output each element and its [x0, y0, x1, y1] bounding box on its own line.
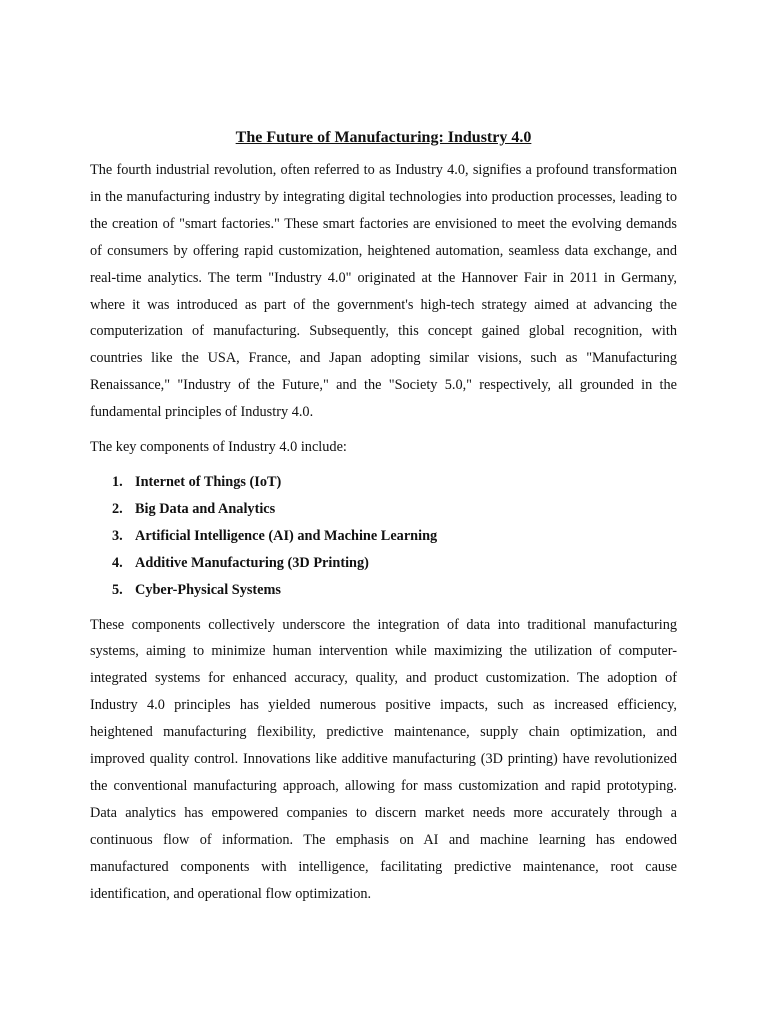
list-item-number: 3.	[112, 527, 123, 544]
components-list	[90, 469, 677, 604]
list-item-number: 1.	[112, 473, 123, 490]
list-item	[90, 523, 677, 550]
list-item-label: Cyber-Physical Systems	[135, 581, 281, 598]
list-item	[90, 469, 677, 496]
document-title: The Future of Manufacturing: Industry 4.0	[235, 129, 532, 146]
list-item-number: 2.	[112, 500, 123, 517]
list-item	[90, 496, 677, 523]
list-item-label: Additive Manufacturing (3D Printing)	[135, 554, 369, 571]
document-page	[90, 127, 677, 907]
summary-paragraph: These components collectively underscore the integration of data into traditional manufacturing systems, aiming to minimize human intervention while maximizing the utilization of computer-integrated systems for enhanced accuracy, quality, and product customization. The adoption of Industry 4.0 principles has yielded numerous positive impacts, such as increased efficiency, heightened manufacturing flexibility, predictive maintenance, supply chain optimization, and improved quality control. Innovations like additive manufacturing (3D printing) have revolutionized the conventional manufacturing approach, allowing for mass customization and rapid prototyping. Data analytics has empowered companies to discern market needs more accurately through a continuous flow of information. The emphasis on AI and machine learning has endowed manufactured components with intelligence, facilitating predictive maintenance, root cause identification, and operational flow optimization.	[90, 616, 677, 902]
list-item-label: Internet of Things (IoT)	[135, 473, 282, 490]
list-item	[90, 550, 677, 577]
list-item-label: Artificial Intelligence (AI) and Machine Learning	[135, 527, 438, 544]
list-item-number: 4.	[112, 554, 123, 571]
list-intro: The key components of Industry 4.0 include:	[90, 439, 347, 456]
intro-paragraph: The fourth industrial revolution, often referred to as Industry 4.0, signifies a profound transformation in the manufacturing industry by integrating digital technologies into production processes, leading to the creation of "smart factories." These smart factories are envisioned to meet the evolving demands of consumers by offering rapid customization, heightened automation, seamless data exchange, and real-time analytics. The term "Industry 4.0" originated at the Hannover Fair in 2011 in Germany, where it was introduced as part of the government's high-tech strategy aimed at advancing the computerization of manufacturing. Subsequently, this concept gained global recognition, with countries like the USA, France, and Japan adopting similar visions, such as "Manufacturing Renaissance," "Industry of the Future," and the "Society 5.0," respectively, all grounded in the fundamental principles of Industry 4.0.	[90, 162, 677, 421]
list-item-number: 5.	[112, 581, 123, 598]
list-item	[90, 577, 677, 604]
list-item-label: Big Data and Analytics	[135, 500, 276, 517]
